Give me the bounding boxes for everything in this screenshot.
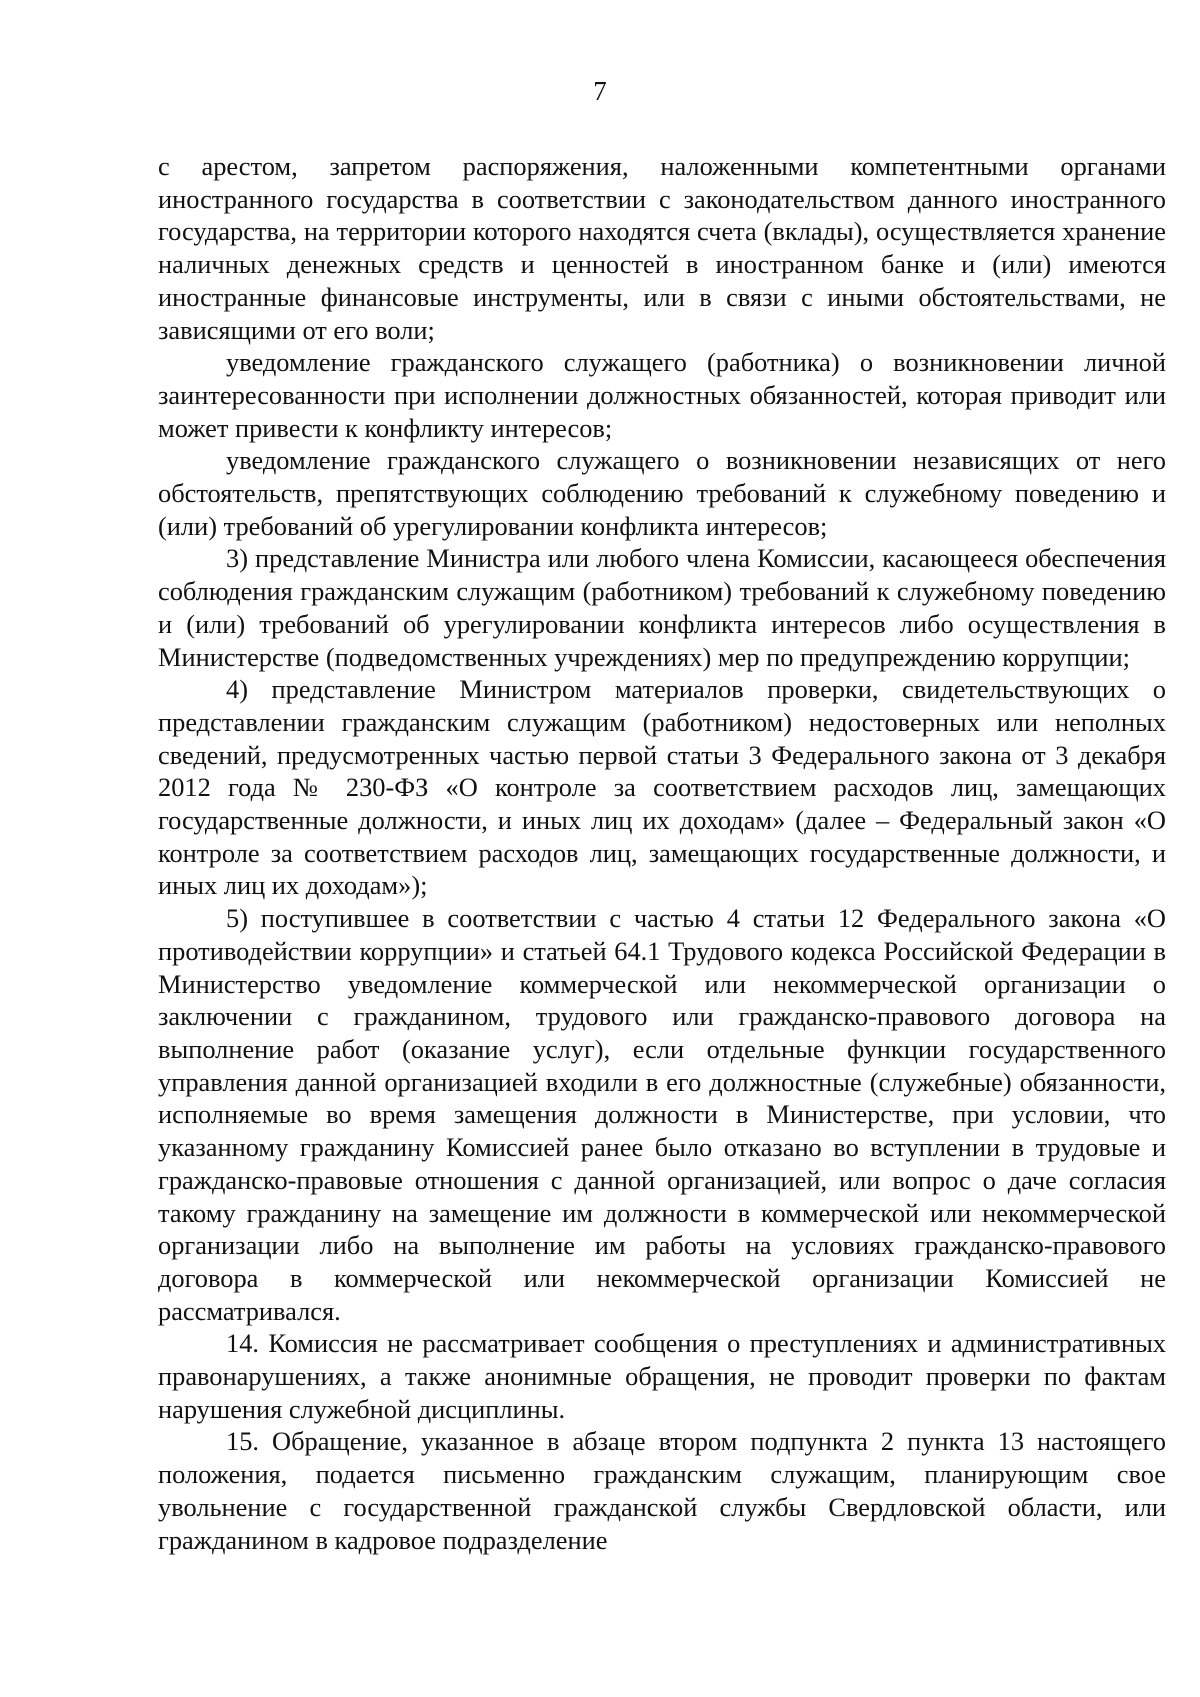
paragraph-continuation: с арестом, запретом распоряжения, наложенными компетентными органами иностранного государства в соответствии с законодательством данного иностранного государства, на территории которого находятся счета (вклады), осуществляется хранение наличных денежных средств и ценностей в иностранном банке и (или) имеются иностранные финансовые инструменты, или в связи с иными обстоятельствами, не зависящими от его воли;: [158, 151, 1166, 345]
paragraph-item-3: 3) представление Министра или любого члена Комиссии, касающееся обеспечения соблюдения гражданским служащим (работником) требований к служебному поведению и (или) требований об урегулировании конфликта интересов либо осуществления в Министерстве (подведомственных учреждениях) мер по предупреждению коррупции;: [158, 543, 1166, 672]
paragraph-clause-15: 15. Обращение, указанное в абзаце втором подпункта 2 пункта 13 настоящего положения, подается письменно гражданским служащим, планирующим свое увольнение с государственной гражданской службы Свердловской области, или гражданином в кадровое подразделение: [158, 1426, 1166, 1555]
page-number: 7: [593, 76, 607, 106]
paragraph-independent-circumstances-notice: уведомление гражданского служащего о возникновении независящих от него обстоятельств, препятствующих соблюдению требований к служебному поведению и (или) требований об урегулировании конфликта интересов;: [158, 445, 1166, 541]
document-body: [158, 150, 1166, 1556]
paragraph-clause-14: 14. Комиссия не рассматривает сообщения о преступлениях и административных правонарушениях, а также анонимные обращения, не проводит проверки по фактам нарушения служебной дисциплины.: [158, 1328, 1166, 1424]
paragraph-item-5: 5) поступившее в соответствии с частью 4 статьи 12 Федерального закона «О противодействии коррупции» и статьей 64.1 Трудового кодекса Российской Федерации в Министерство уведомление коммерческой или некоммерческой организации о заключении с гражданином, трудового или гражданско-правового договора на выполнение работ (оказание услуг), если отдельные функции государственного управления данной организацией входили в его должностные (служебные) обязанности, исполняемые во время замещения должности в Министерстве, при условии, что указанному гражданину Комиссией ранее было отказано во вступлении в трудовые и гражданско-правовые отношения с данной организацией, или вопрос о даче согласия такому гражданину на замещение им должности в коммерческой или некоммерческой организации либо на выполнение им работы на условиях гражданско-правового договора в коммерческой или некоммерческой организации Комиссией не рассматривался.: [158, 903, 1166, 1326]
paragraph-item-4: 4) представление Министром материалов проверки, свидетельствующих о представлении гражданским служащим (работником) недостоверных или неполных сведений, предусмотренных частью первой статьи 3 Федерального закона от 3 декабря 2012 года № 230-ФЗ «О контроле за соответствием расходов лиц, замещающих государственные должности, и иных лиц их доходам» (далее – Федеральный закон «О контроле за соответствием расходов лиц, замещающих государственные должности, и иных лиц их доходам»);: [158, 674, 1166, 901]
paragraph-personal-interest-notice: уведомление гражданского служащего (работника) о возникновении личной заинтересованности при исполнении должностных обязанностей, которая приводит или может привести к конфликту интересов;: [158, 347, 1166, 443]
